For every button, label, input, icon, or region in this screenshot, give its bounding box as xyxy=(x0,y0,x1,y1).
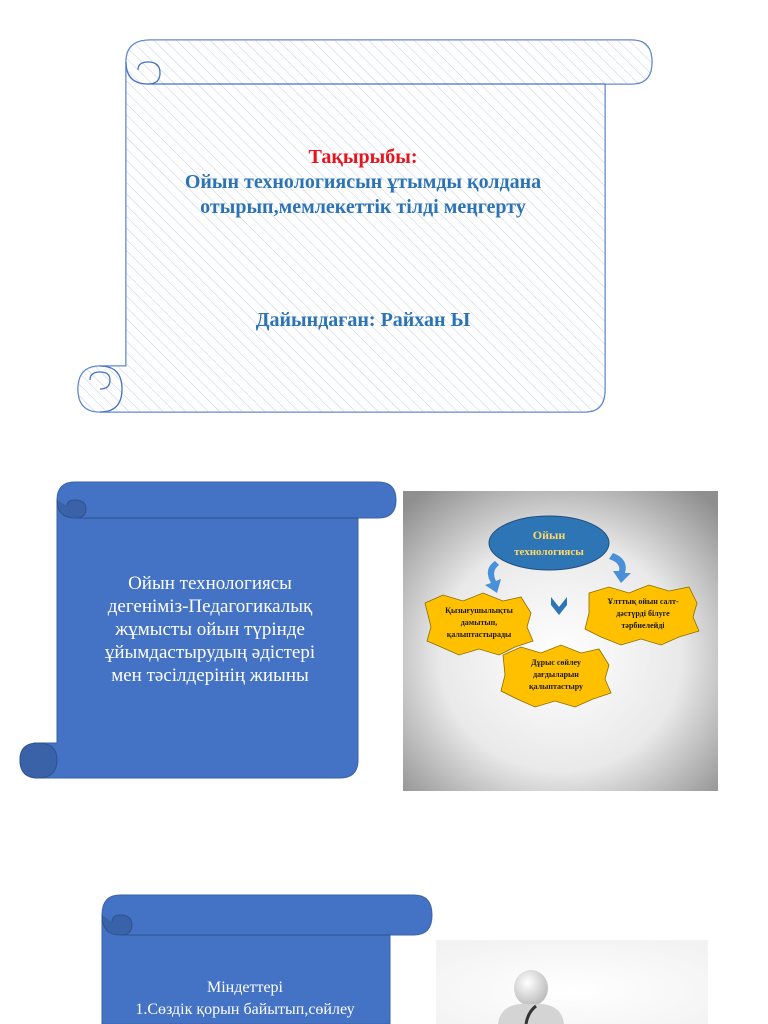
center-label-line2: технологиясы xyxy=(514,546,584,558)
left-badge-line2: дамытып, xyxy=(460,618,498,627)
right-badge-line3: тәрбиелейді xyxy=(621,621,665,630)
author-line: Дайындаған: Райхан Ы xyxy=(255,309,471,331)
topic-title-line2: отырып,мемлекеттік тілді меңгерту xyxy=(200,196,526,218)
center-ellipse xyxy=(489,516,609,570)
right-badge-line2: дәстүрді білуге xyxy=(616,609,670,618)
bottom-badge-line2: дағдыларын xyxy=(533,670,579,679)
game-technology-diagram xyxy=(403,491,718,791)
definition-line: ұйымдастырудың әдістері xyxy=(104,642,316,663)
figure-image xyxy=(436,940,708,1024)
tasks-item-1: 1.Сөздік қорын байытып,сөйлеу xyxy=(135,1001,355,1018)
definition-line: мен тәсілдерінің жиыны xyxy=(111,665,309,686)
figure-head-icon xyxy=(514,970,548,1006)
right-badge-line1: Ұлттық ойын салт- xyxy=(607,597,679,606)
definition-line: дегеніміз-Педагогикалық xyxy=(107,596,313,617)
center-label-line1: Ойын xyxy=(532,528,566,542)
left-badge-line3: қалыптастырады xyxy=(446,630,512,639)
bottom-badge-line3: қалыптастыру xyxy=(528,682,584,691)
bottom-badge-line1: Дұрыс сөйлеу xyxy=(531,658,581,667)
tasks-text xyxy=(100,977,390,1021)
definition-text xyxy=(70,572,350,687)
definition-line: жұмысты ойын түрінде xyxy=(115,619,305,640)
left-badge-line1: Қызығушылықты xyxy=(445,606,513,615)
topic-label: Тақырыбы: xyxy=(308,146,418,168)
title-block xyxy=(140,145,586,220)
tasks-heading: Міндеттері xyxy=(206,979,283,996)
topic-title-line1: Ойын технологиясын ұтымды қолдана xyxy=(184,171,542,193)
definition-line: Ойын технологиясы xyxy=(128,573,292,594)
